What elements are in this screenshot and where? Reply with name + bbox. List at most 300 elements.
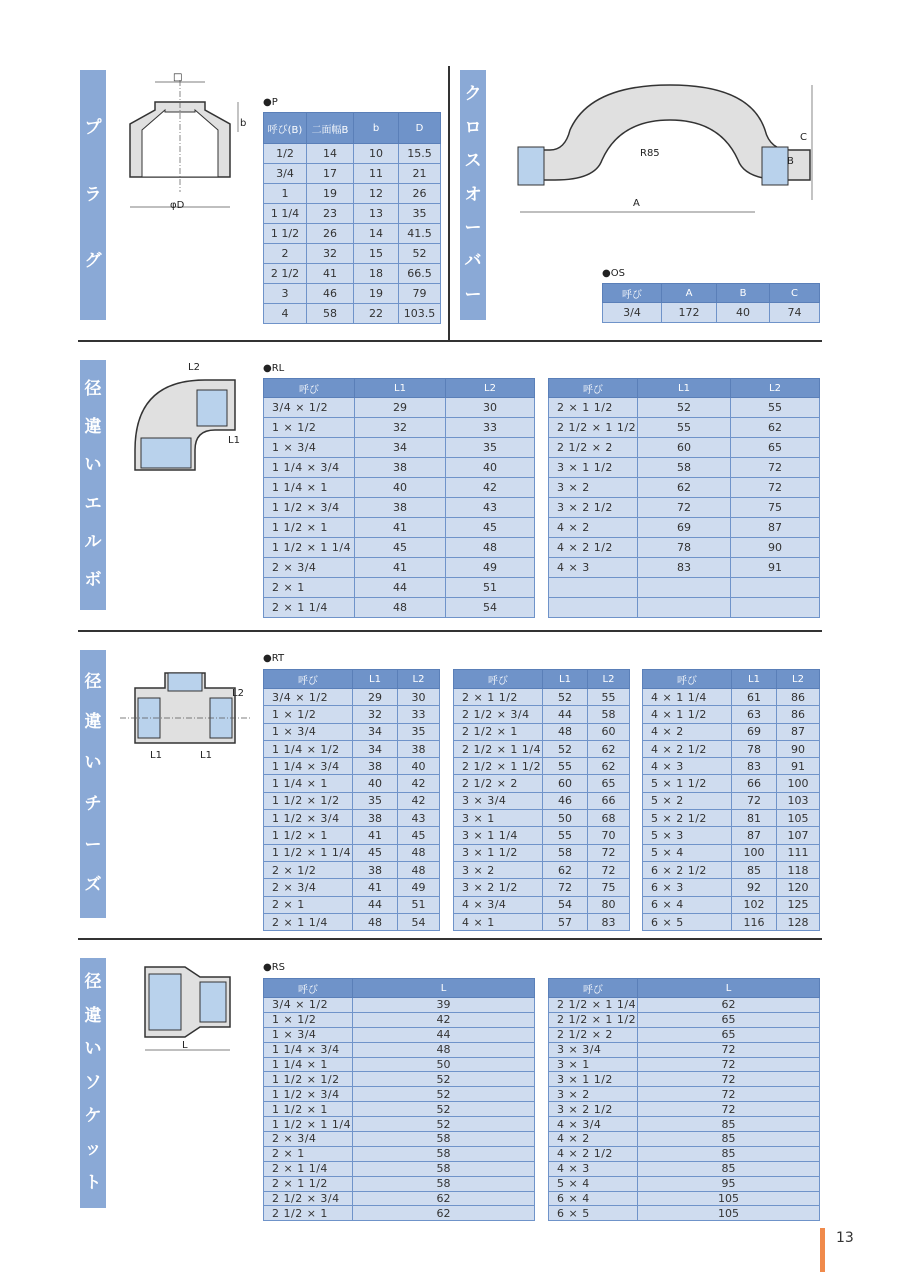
size-cell: 1 1/4 × 3/4 — [264, 758, 353, 775]
value-cell: 15 — [354, 244, 399, 264]
value-cell: 75 — [588, 879, 630, 896]
size-cell: 6 × 4 — [643, 896, 732, 913]
size-cell: 1 × 3/4 — [264, 723, 353, 740]
size-cell: 2 1/2 × 1 1/2 — [549, 1012, 638, 1027]
table-row — [454, 723, 630, 740]
value-cell: 58 — [543, 844, 588, 861]
value-cell: 32 — [307, 244, 354, 264]
size-cell: 1 1/2 × 1 — [264, 1102, 353, 1117]
size-cell: 2 × 3/4 — [264, 879, 353, 896]
table-row — [454, 689, 630, 706]
table-row — [264, 1176, 535, 1191]
reducing-tee-th: L2 — [398, 670, 440, 689]
size-cell: 1 × 1/2 — [264, 706, 353, 723]
value-cell: 85 — [638, 1161, 820, 1176]
table-row — [549, 518, 820, 538]
size-cell: 4 × 3/4 — [549, 1117, 638, 1132]
reducing-elbow-th: L1 — [638, 379, 731, 398]
value-cell: 103 — [777, 792, 820, 809]
size-cell: 2 × 3/4 — [264, 1132, 353, 1147]
value-cell: 58 — [307, 304, 354, 324]
title-char: ル — [84, 531, 102, 552]
value-cell: 35 — [398, 723, 440, 740]
value-cell: 44 — [543, 706, 588, 723]
reducing-tee-dim-l1a: L1 — [150, 750, 162, 761]
table-row — [264, 792, 440, 809]
size-cell: 1 1/2 × 1 — [264, 518, 355, 538]
reducing-socket-table-header — [549, 979, 820, 998]
table-row — [264, 498, 535, 518]
reducing-elbow-th: L2 — [731, 379, 820, 398]
value-cell: 60 — [638, 438, 731, 458]
value-cell: 80 — [588, 896, 630, 913]
value-cell: 87 — [732, 827, 777, 844]
value-cell: 35 — [446, 438, 535, 458]
size-cell: 1 1/4 × 3/4 — [264, 458, 355, 478]
reducing-elbow-table-label: ●RL — [263, 363, 285, 374]
value-cell: 38 — [353, 758, 398, 775]
value-cell: 62 — [588, 758, 630, 775]
value-cell: 32 — [355, 418, 446, 438]
reducing-elbow-th: L2 — [446, 379, 535, 398]
value-cell: 35 — [399, 204, 441, 224]
table-row — [264, 144, 441, 164]
value-cell: 57 — [543, 913, 588, 930]
title-char: ズ — [84, 875, 102, 896]
value-cell: 83 — [588, 913, 630, 930]
value-cell: 72 — [543, 879, 588, 896]
size-cell: 2 1/2 × 1 1/4 — [549, 998, 638, 1013]
value-cell: 107 — [777, 827, 820, 844]
value-cell: 30 — [446, 398, 535, 418]
size-cell: 3/4 × 1/2 — [264, 398, 355, 418]
value-cell: 18 — [354, 264, 399, 284]
plug-dim-b: b — [240, 118, 247, 129]
value-cell: 55 — [588, 689, 630, 706]
reducing-tee-title-bar — [80, 650, 106, 918]
value-cell: 45 — [446, 518, 535, 538]
value-cell: 48 — [446, 538, 535, 558]
value-cell: 49 — [446, 558, 535, 578]
table-row — [643, 792, 820, 809]
table-row — [549, 1146, 820, 1161]
value-cell: 13 — [354, 204, 399, 224]
table-row — [454, 844, 630, 861]
reducing-socket-tbody-left — [264, 998, 535, 1221]
table-row — [264, 1102, 535, 1117]
value-cell: 39 — [353, 998, 535, 1013]
table-row — [264, 723, 440, 740]
value-cell: 55 — [543, 758, 588, 775]
value-cell: 66 — [732, 775, 777, 792]
size-cell: 2 1/2 × 1 — [454, 723, 543, 740]
value-cell: 40 — [446, 458, 535, 478]
reducing-tee-tbody-2 — [454, 689, 630, 931]
size-cell: 1 1/4 × 1 — [264, 775, 353, 792]
table-row — [264, 578, 535, 598]
table-row — [454, 775, 630, 792]
table-row — [264, 418, 535, 438]
value-cell: 90 — [777, 740, 820, 757]
value-cell: 60 — [588, 723, 630, 740]
size-cell: 1 1/4 × 1 — [264, 478, 355, 498]
title-char: ト — [84, 1172, 102, 1193]
value-cell: 95 — [638, 1176, 820, 1191]
table-row — [454, 740, 630, 757]
table-row — [454, 810, 630, 827]
reducing-elbow-th: L1 — [355, 379, 446, 398]
table-row — [549, 1087, 820, 1102]
reducing-socket-th: 呼び — [264, 979, 353, 998]
value-cell: 72 — [731, 458, 820, 478]
table-row — [643, 758, 820, 775]
size-cell: 1 1/4 — [264, 204, 307, 224]
value-cell: 48 — [353, 1042, 535, 1057]
value-cell: 44 — [355, 578, 446, 598]
reducing-tee-dim-l2: L2 — [232, 688, 244, 699]
plug-th: 二面幅B — [307, 113, 354, 144]
size-cell: 1 × 3/4 — [264, 438, 355, 458]
value-cell: 62 — [543, 861, 588, 878]
size-cell: 1 1/2 × 3/4 — [264, 1087, 353, 1102]
title-char: ケ — [84, 1105, 102, 1126]
size-cell: 4 × 1 1/2 — [643, 706, 732, 723]
value-cell: 72 — [638, 498, 731, 518]
value-cell: 46 — [307, 284, 354, 304]
value-cell: 65 — [588, 775, 630, 792]
size-cell: 2 1/2 × 1 1/4 — [454, 740, 543, 757]
value-cell: 83 — [638, 558, 731, 578]
value-cell: 105 — [638, 1191, 820, 1206]
reducing-socket-dim-l: L — [182, 1040, 188, 1051]
size-cell: 3 × 2 — [549, 1087, 638, 1102]
crossover-th: C — [770, 284, 820, 303]
value-cell: 43 — [446, 498, 535, 518]
table-row — [264, 438, 535, 458]
value-cell: 52 — [353, 1087, 535, 1102]
table-row — [264, 706, 440, 723]
value-cell: 42 — [446, 478, 535, 498]
value-cell: 42 — [353, 1012, 535, 1027]
table-row — [264, 458, 535, 478]
table-row — [549, 1057, 820, 1072]
value-cell: 14 — [307, 144, 354, 164]
reducing-elbow-th: 呼び — [264, 379, 355, 398]
table-row — [603, 303, 820, 323]
size-cell: 3/4 × 1/2 — [264, 689, 353, 706]
value-cell: 33 — [398, 706, 440, 723]
size-cell: 3 × 2 — [454, 861, 543, 878]
table-row — [549, 1206, 820, 1221]
reducing-tee-drawing — [120, 668, 250, 758]
value-cell: 102 — [732, 896, 777, 913]
value-cell: 48 — [543, 723, 588, 740]
section-divider-3 — [78, 938, 822, 940]
reducing-tee-table-1 — [263, 669, 440, 931]
size-cell: 1 1/2 × 1/2 — [264, 1072, 353, 1087]
value-cell: 72 — [638, 1057, 820, 1072]
table-row — [549, 478, 820, 498]
value-cell: 83 — [732, 758, 777, 775]
value-cell: 72 — [638, 1042, 820, 1057]
table-row — [454, 913, 630, 930]
value-cell: 38 — [398, 740, 440, 757]
value-cell: 79 — [399, 284, 441, 304]
title-char: 径 — [84, 671, 102, 692]
table-row — [643, 810, 820, 827]
table-row — [264, 1161, 535, 1176]
title-char: 違 — [84, 417, 102, 438]
value-cell: 87 — [731, 518, 820, 538]
value-cell: 66 — [588, 792, 630, 809]
value-cell: 40 — [353, 775, 398, 792]
value-cell: 41 — [355, 518, 446, 538]
title-char: プ — [84, 117, 102, 138]
table-row — [643, 775, 820, 792]
plug-table — [263, 112, 441, 324]
size-cell: 1 — [264, 184, 307, 204]
size-cell: 3/4 — [603, 303, 662, 323]
value-cell: 55 — [731, 398, 820, 418]
plug-th: D — [399, 113, 441, 144]
table-row — [549, 398, 820, 418]
value-cell: 85 — [732, 861, 777, 878]
value-cell: 38 — [353, 861, 398, 878]
size-cell: 2 1/2 — [264, 264, 307, 284]
reducing-elbow-dim-l1: L1 — [228, 435, 240, 446]
plug-th: 呼び(B) — [264, 113, 307, 144]
reducing-tee-tbody-3 — [643, 689, 820, 931]
title-char: エ — [84, 493, 102, 514]
table-row — [549, 498, 820, 518]
value-cell: 58 — [353, 1146, 535, 1161]
table-row — [264, 224, 441, 244]
table-row — [264, 758, 440, 775]
value-cell: 17 — [307, 164, 354, 184]
value-cell: 105 — [777, 810, 820, 827]
table-row — [264, 1042, 535, 1057]
reducing-socket-tbody-right — [549, 998, 820, 1221]
table-row — [264, 184, 441, 204]
table-row — [264, 998, 535, 1013]
value-cell: 34 — [355, 438, 446, 458]
table-row — [454, 758, 630, 775]
reducing-socket-table-header — [264, 979, 535, 998]
size-cell: 3 × 2 1/2 — [549, 1102, 638, 1117]
table-row — [549, 418, 820, 438]
table-row — [264, 896, 440, 913]
crossover-dim-b: B — [787, 156, 794, 167]
table-row — [264, 1072, 535, 1087]
size-cell: 4 × 3 — [643, 758, 732, 775]
table-row — [549, 1027, 820, 1042]
table-row — [549, 578, 820, 598]
table-row — [643, 861, 820, 878]
reducing-tee-table-header — [264, 670, 440, 689]
reducing-tee-table-3 — [642, 669, 820, 931]
size-cell: 2 × 1 1/2 — [264, 1176, 353, 1191]
table-row — [549, 1072, 820, 1087]
table-row — [549, 998, 820, 1013]
table-row — [264, 827, 440, 844]
table-row — [264, 810, 440, 827]
value-cell: 49 — [398, 879, 440, 896]
table-row — [454, 792, 630, 809]
page-number: 13 — [836, 1230, 854, 1246]
reducing-tee-table-label: ●RT — [263, 653, 285, 664]
reducing-elbow-tbody-left — [264, 398, 535, 618]
value-cell: 22 — [354, 304, 399, 324]
size-cell: 3 × 1 1/2 — [454, 844, 543, 861]
table-row — [454, 827, 630, 844]
size-cell: 1 × 1/2 — [264, 1012, 353, 1027]
crossover-table — [602, 283, 820, 323]
crossover-title-bar — [460, 70, 486, 320]
reducing-tee-th: L1 — [732, 670, 777, 689]
value-cell: 19 — [354, 284, 399, 304]
value-cell: 50 — [353, 1057, 535, 1072]
table-row — [549, 1161, 820, 1176]
reducing-tee-table-header — [643, 670, 820, 689]
value-cell: 48 — [353, 913, 398, 930]
size-cell — [549, 598, 638, 618]
value-cell: 120 — [777, 879, 820, 896]
value-cell: 54 — [398, 913, 440, 930]
table-row — [264, 518, 535, 538]
value-cell: 87 — [777, 723, 820, 740]
table-row — [549, 1176, 820, 1191]
value-cell: 91 — [777, 758, 820, 775]
crossover-tbody — [603, 303, 820, 323]
size-cell: 4 × 2 1/2 — [549, 538, 638, 558]
value-cell: 29 — [355, 398, 446, 418]
value-cell: 74 — [770, 303, 820, 323]
table-row — [264, 264, 441, 284]
value-cell: 118 — [777, 861, 820, 878]
table-row — [264, 1191, 535, 1206]
size-cell: 2 1/2 × 3/4 — [454, 706, 543, 723]
size-cell: 2 × 1 1/2 — [549, 398, 638, 418]
title-char: オ — [464, 184, 482, 205]
value-cell: 46 — [543, 792, 588, 809]
value-cell: 68 — [588, 810, 630, 827]
table-row — [264, 1057, 535, 1072]
reducing-tee-th: L1 — [353, 670, 398, 689]
value-cell: 86 — [777, 689, 820, 706]
value-cell: 75 — [731, 498, 820, 518]
size-cell: 1 × 1/2 — [264, 418, 355, 438]
size-cell: 4 × 2 — [549, 1132, 638, 1147]
value-cell: 65 — [638, 1027, 820, 1042]
value-cell: 48 — [398, 861, 440, 878]
table-row — [264, 304, 441, 324]
reducing-tee-th: 呼び — [643, 670, 732, 689]
value-cell: 26 — [307, 224, 354, 244]
value-cell: 62 — [353, 1206, 535, 1221]
value-cell: 44 — [353, 1027, 535, 1042]
size-cell: 4 × 3 — [549, 558, 638, 578]
reducing-socket-table-right — [548, 978, 820, 1221]
value-cell: 51 — [398, 896, 440, 913]
title-char: ク — [464, 84, 482, 105]
size-cell: 3 — [264, 284, 307, 304]
size-cell: 1/2 — [264, 144, 307, 164]
title-char: 違 — [84, 712, 102, 733]
value-cell: 52 — [638, 398, 731, 418]
value-cell: 34 — [353, 723, 398, 740]
reducing-socket-th: 呼び — [549, 979, 638, 998]
table-row — [549, 558, 820, 578]
value-cell — [638, 598, 731, 618]
value-cell: 45 — [355, 538, 446, 558]
value-cell — [638, 578, 731, 598]
table-row — [264, 1027, 535, 1042]
value-cell: 45 — [353, 844, 398, 861]
value-cell: 42 — [398, 775, 440, 792]
size-cell: 1 1/2 × 1 1/4 — [264, 844, 353, 861]
table-row — [643, 827, 820, 844]
table-row — [264, 879, 440, 896]
table-row — [454, 861, 630, 878]
value-cell: 41 — [353, 879, 398, 896]
size-cell: 3/4 × 1/2 — [264, 998, 353, 1013]
plug-dim-n: □ — [173, 72, 183, 83]
reducing-socket-table-left — [263, 978, 535, 1221]
reducing-tee-th: L2 — [588, 670, 630, 689]
value-cell: 38 — [353, 810, 398, 827]
value-cell: 72 — [638, 1102, 820, 1117]
title-char: ー — [464, 217, 482, 238]
title-char: 違 — [84, 1005, 102, 1026]
size-cell: 6 × 5 — [549, 1206, 638, 1221]
table-row — [264, 1146, 535, 1161]
table-row — [643, 689, 820, 706]
reducing-elbow-table-header — [549, 379, 820, 398]
title-char: ー — [464, 284, 482, 305]
value-cell: 40 — [717, 303, 770, 323]
size-cell: 3 × 1 — [549, 1057, 638, 1072]
table-row — [643, 706, 820, 723]
size-cell: 3 × 3/4 — [454, 792, 543, 809]
size-cell: 2 1/2 × 1 — [264, 1206, 353, 1221]
size-cell: 2 × 3/4 — [264, 558, 355, 578]
plug-th: b — [354, 113, 399, 144]
size-cell: 4 × 2 — [549, 518, 638, 538]
value-cell: 29 — [353, 689, 398, 706]
size-cell — [549, 578, 638, 598]
reducing-elbow-table-left — [263, 378, 535, 618]
size-cell: 4 × 1 — [454, 913, 543, 930]
title-char: 径 — [84, 972, 102, 993]
value-cell: 69 — [638, 518, 731, 538]
size-cell: 1 1/4 × 1/2 — [264, 740, 353, 757]
size-cell: 2 × 1 — [264, 1146, 353, 1161]
value-cell: 54 — [446, 598, 535, 618]
value-cell: 34 — [353, 740, 398, 757]
value-cell: 62 — [588, 740, 630, 757]
size-cell: 1 1/4 × 1 — [264, 1057, 353, 1072]
size-cell: 4 × 2 — [643, 723, 732, 740]
table-row — [454, 706, 630, 723]
size-cell: 2 × 1 1/4 — [264, 913, 353, 930]
crossover-drawing — [510, 80, 820, 220]
table-row — [643, 913, 820, 930]
table-row — [454, 896, 630, 913]
reducing-elbow-drawing — [125, 370, 245, 480]
title-char: バ — [464, 251, 482, 272]
table-row — [549, 1042, 820, 1057]
size-cell: 5 × 3 — [643, 827, 732, 844]
